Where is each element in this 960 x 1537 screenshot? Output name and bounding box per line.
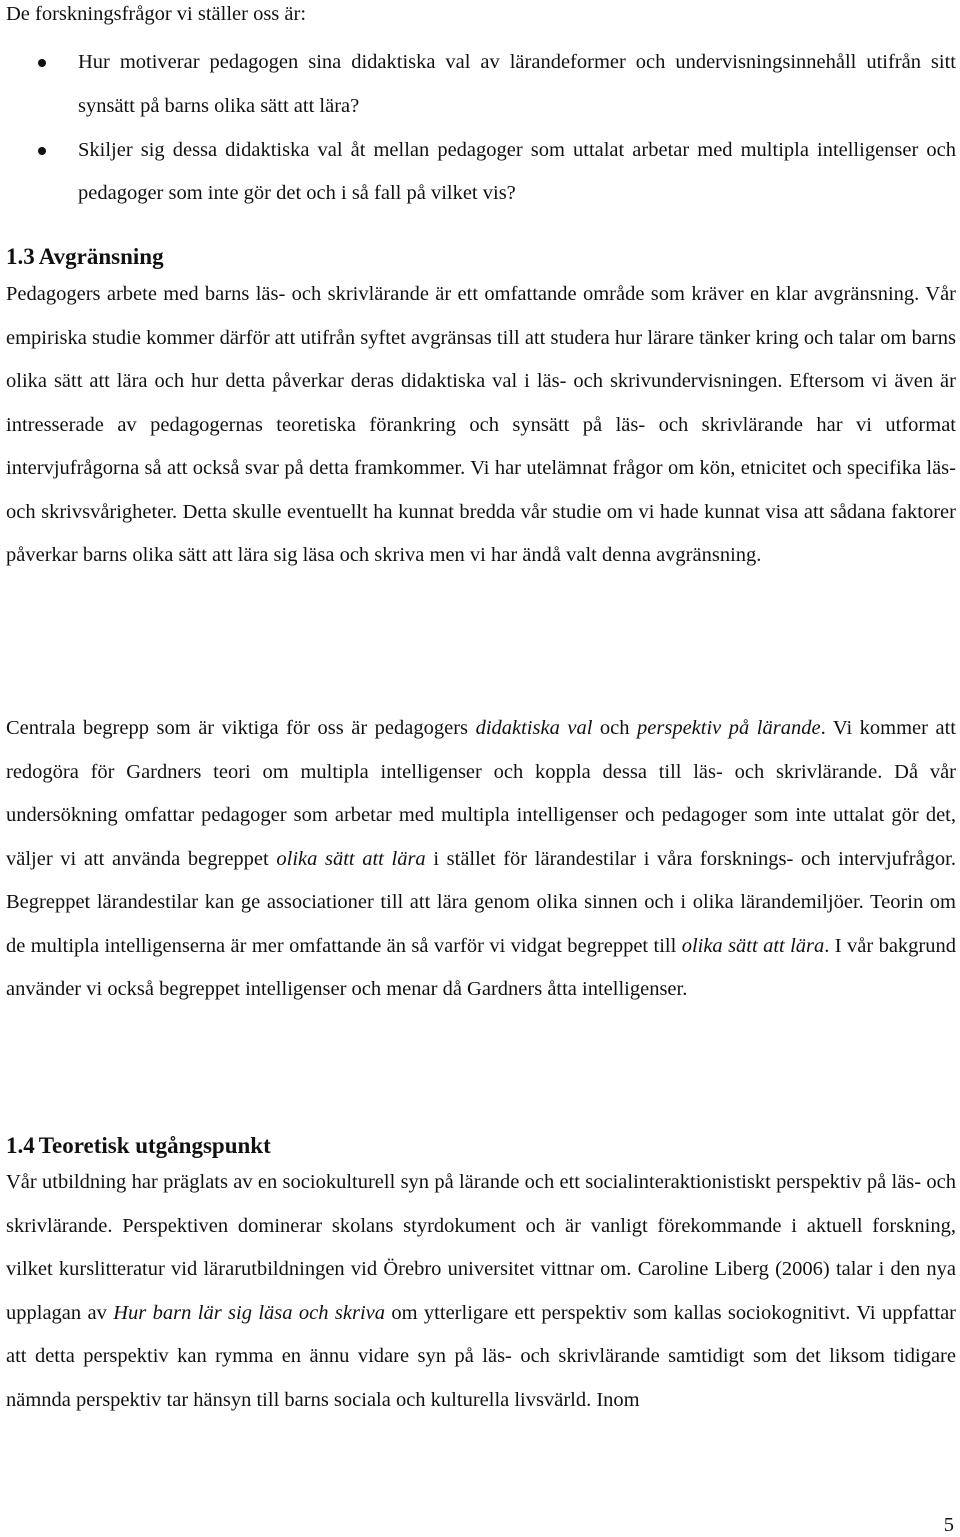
heading-title: Teoretisk utgångspunkt (38, 1133, 271, 1158)
section-heading-avgransning (6, 242, 164, 272)
italic-term: olika sätt att lära (276, 847, 426, 870)
list-item-text: Hur motiverar pedagogen sina didaktiska val av lärandeformer och undervisningsinnehåll utifrån sitt synsätt på barns olika sätt att lära? (78, 51, 956, 117)
list-item-text: Skiljer sig dessa didaktiska val åt mellan pedagoger som uttalat arbetar med multipla intelligenser och pedagoger som inte gör det och i så fall på vilket vis? (78, 138, 956, 204)
bullet-icon (38, 59, 46, 67)
italic-term: didaktiska val (475, 717, 593, 739)
text-run: och (592, 717, 638, 739)
research-questions-intro: De forskningsfrågor vi ställer oss är: (6, 3, 307, 25)
text-run: Vår utbildning har präglats av en sociokulturell syn på lärande och ett socialinteraktionistiskt perspektiv på läs- och skrivlärande. Perspektiven dominerar skolans styrdokument och är vanligt förekommande i aktuell forskning, vilket kurslitteratur vid lärarutbildningen vid Örebro universitet vittnar om. Caroline Liberg (2006) talar i den nya upplagan av (6, 1171, 956, 1324)
paragraph-central-concepts (6, 707, 956, 1012)
section-heading-teoretisk-utgangspunkt (6, 1131, 271, 1161)
page-number: 5 (943, 1514, 954, 1536)
text-run: . Vi kommer att redogöra för Gardners teori om multipla intelligenser och koppla dessa till läs- och skrivlärande. Då vår undersökning omfattar pedagoger som arbetar med multipla intelligenser och pedagoger som inte uttalat gör det, väljer vi att använda begreppet (6, 717, 956, 870)
list-item (6, 129, 956, 216)
paragraph-avgransning: Pedagogers arbete med barns läs- och skrivlärande är ett omfattande område som kräver en klar avgränsning. Vår empiriska studie kommer därför att utifrån syftet avgränsas till att studera hur lärare tänker kring och talar om barns olika sätt att lära och hur detta påverkar deras didaktiska val i läs- och skrivundervisningen. Eftersom vi även är intresserade av pedagogernas teoretiska förankring och synsätt på läs- och skrivlärande har vi utformat intervjufrågorna så att också svar på detta framkommer. Vi har utelämnat frågor om kön, etnicitet och specifika läs- och skrivsvårigheter. Detta skulle eventuellt ha kunnat bredda vår studie om vi hade kunnat visa att sådana faktorer påverkar barns olika sätt att lära sig läsa och skriva men vi har ändå valt denna avgränsning. (6, 283, 956, 566)
text-run: i stället för lärandestilar i våra forsknings- och intervjufrågor. Begreppet lärandestilar kan ge associationer till att lära genom olika sinnen och i olika lärandemiljöer. Teorin om de multipla intelligenserna är mer omfattande än så varför vi vidgat begreppet till (6, 847, 956, 957)
bullet-icon (38, 147, 46, 155)
text-run: Centrala begrepp som är viktiga för oss är pedagogers (6, 717, 476, 739)
italic-term: olika sätt att lära (681, 934, 825, 957)
heading-number: 1.3 (6, 244, 35, 269)
text-run: . I vår bakgrund använder vi också begreppet intelligenser och menar då Gardners åtta intelligenser. (6, 934, 956, 1000)
heading-number: 1.4 (6, 1133, 35, 1158)
italic-book-title: Hur barn lär sig läsa och skriva (113, 1301, 385, 1324)
paragraph-theoretical-basis (6, 1161, 956, 1422)
italic-term: perspektiv på lärande (637, 717, 821, 739)
heading-title: Avgränsning (38, 244, 164, 269)
list-item (6, 41, 956, 128)
research-questions-list (6, 41, 956, 216)
text-run: om ytterligare ett perspektiv som kallas sociokognitivt. Vi uppfattar att detta perspektiv kan rymma en ännu vidare syn på läs- och skrivlärande samtidigt som det liksom tidigare nämnda perspektiv tar hänsyn till barns sociala och kulturella livsvärld. Inom (6, 1301, 956, 1411)
